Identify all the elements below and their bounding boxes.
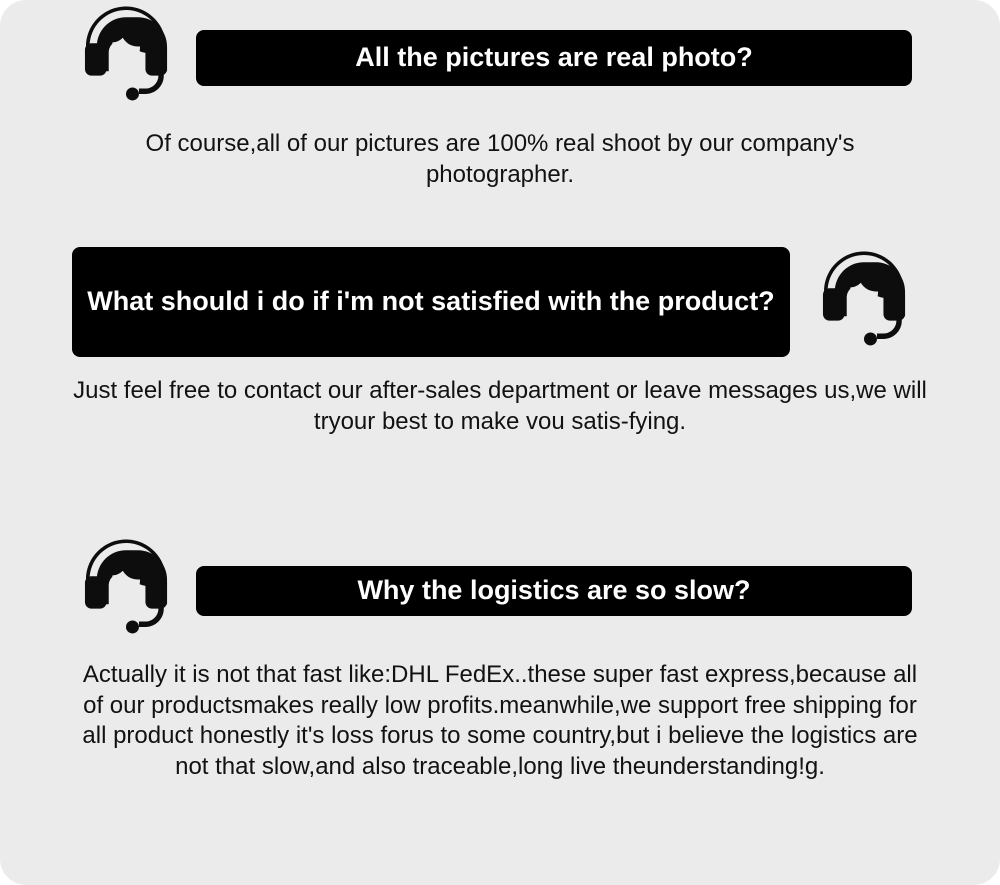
headset-agent-icon bbox=[72, 533, 180, 646]
faq-item-3 bbox=[0, 533, 1000, 783]
faq-question-banner-1 bbox=[196, 30, 912, 86]
faq-question-text-3: Why the logistics are so slow? bbox=[357, 574, 751, 605]
faq-item-2 bbox=[0, 245, 1000, 437]
faq-answer-1: Of course,all of our pictures are 100% real shoot by our company's photographer. bbox=[145, 130, 855, 188]
faq-answer-3: Actually it is not that fast like:DHL FedEx..these super fast express,because all of our productsmakes really low profits.meanwhile,we support free shipping for all product honestly it's loss forus to some country,but i believe the logistics are not that slow,and also traceable,long live theunderstanding!g. bbox=[82, 661, 918, 781]
headset-agent-icon bbox=[810, 245, 918, 358]
faq-item-1 bbox=[0, 0, 1000, 190]
headset-agent-icon bbox=[72, 0, 180, 113]
faq-item-1-header bbox=[0, 0, 1000, 113]
faq-question-banner-3 bbox=[196, 566, 912, 616]
faq-answer-2: Just feel free to contact our after-sales department or leave messages us,we will tryour best to make vou satis-fying. bbox=[73, 377, 927, 435]
faq-question-banner-2 bbox=[72, 247, 790, 357]
faq-item-3-header bbox=[0, 533, 1000, 646]
faq-question-text-1: All the pictures are real photo? bbox=[355, 41, 753, 72]
faq-question-text-2: What should i do if i'm not satisfied with the product? bbox=[87, 285, 775, 316]
faq-item-2-header bbox=[0, 245, 1000, 358]
